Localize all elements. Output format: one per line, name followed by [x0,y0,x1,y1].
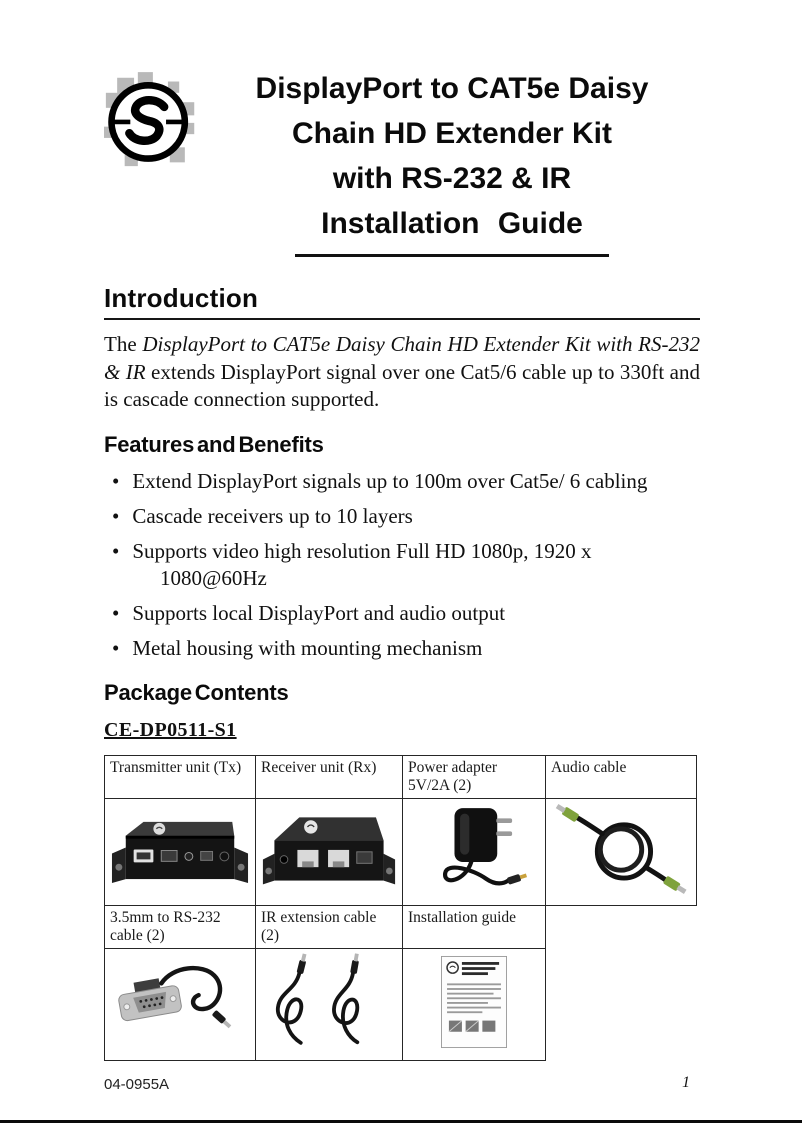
transmitter-unit-photo [110,802,250,897]
title-line-3: with RS-232 & IR [332,162,572,195]
header-cell-installation-guide: Installation guide [403,905,546,948]
header-cell-ir-cable: IR extension cable (2) [256,905,403,948]
receiver-unit-photo [261,802,397,894]
model-number: CE-DP0511-S1 [104,718,237,741]
header-cell-transmitter: Transmitter unit (Tx) [105,755,256,798]
page-bottom-rule [0,1120,802,1123]
introduction-paragraph [104,331,700,414]
image-cell-audio-cable [546,798,697,905]
features-heading: Features and Benefits [104,431,324,457]
feature-item: • Cascade receivers up to 10 layers [104,503,682,530]
package-contents-heading: Package Contents [104,679,289,705]
intro-text-product-name: DisplayPort to CAT5e Daisy Chain HD Extender Kit with RS-232 & IR [104,332,701,384]
document-header [104,66,700,257]
table-header-row-top [105,755,697,798]
header-cell-rs232-cable: 3.5mm to RS-232 cable (2) [105,905,256,948]
table-image-row-top [105,798,697,905]
image-cell-transmitter [105,798,256,905]
intro-text-suffix: extends DisplayPort signal over one Cat5/6 cable up to 330ft and is cascade connection supported. [104,359,701,411]
image-cell-power-adapter [403,798,546,905]
feature-item: • Supports local DisplayPort and audio output [104,600,682,627]
header-cell-audio-cable: Audio cable [546,755,697,798]
intro-text-prefix: The [104,332,143,356]
document-title [204,66,700,257]
page-number: 1 [682,1074,690,1091]
rs232-cable-photo [110,952,250,1050]
title-line-4-wrap [204,201,700,257]
power-adapter-photo [408,802,540,896]
installation-guide-photo [408,952,540,1052]
image-cell-receiver [256,798,403,905]
siig-logo-icon [104,72,198,170]
introduction-heading: Introduction [104,283,259,313]
feature-item: • Supports video high resolution Full HD 1080p, 1920 x 1080@60Hz [104,538,682,592]
title-line-4: Installation Guide [295,201,609,257]
image-cell-rs232-cable [105,948,256,1060]
ir-extension-cable-photo [261,952,397,1050]
feature-item: • Metal housing with mounting mechanism [104,635,682,662]
audio-cable-photo [551,802,691,897]
package-contents-table [104,755,697,1061]
document-number: 04-0955A [104,1076,170,1093]
siig-logo [104,66,204,175]
image-cell-ir-cable [256,948,403,1060]
image-cell-installation-guide [403,948,546,1060]
table-header-row-bottom [105,905,697,948]
header-cell-receiver: Receiver unit (Rx) [256,755,403,798]
title-line-2: Chain HD Extender Kit [291,117,613,150]
feature-item: • Extend DisplayPort signals up to 100m over Cat5e/ 6 cabling [104,468,682,495]
table-image-row-bottom [105,948,697,1060]
introduction-rule [104,318,700,320]
header-cell-power-adapter: Power adapter 5V/2A (2) [403,755,546,798]
title-line-1: DisplayPort to CAT5e Daisy [255,72,649,105]
features-list [104,468,682,662]
